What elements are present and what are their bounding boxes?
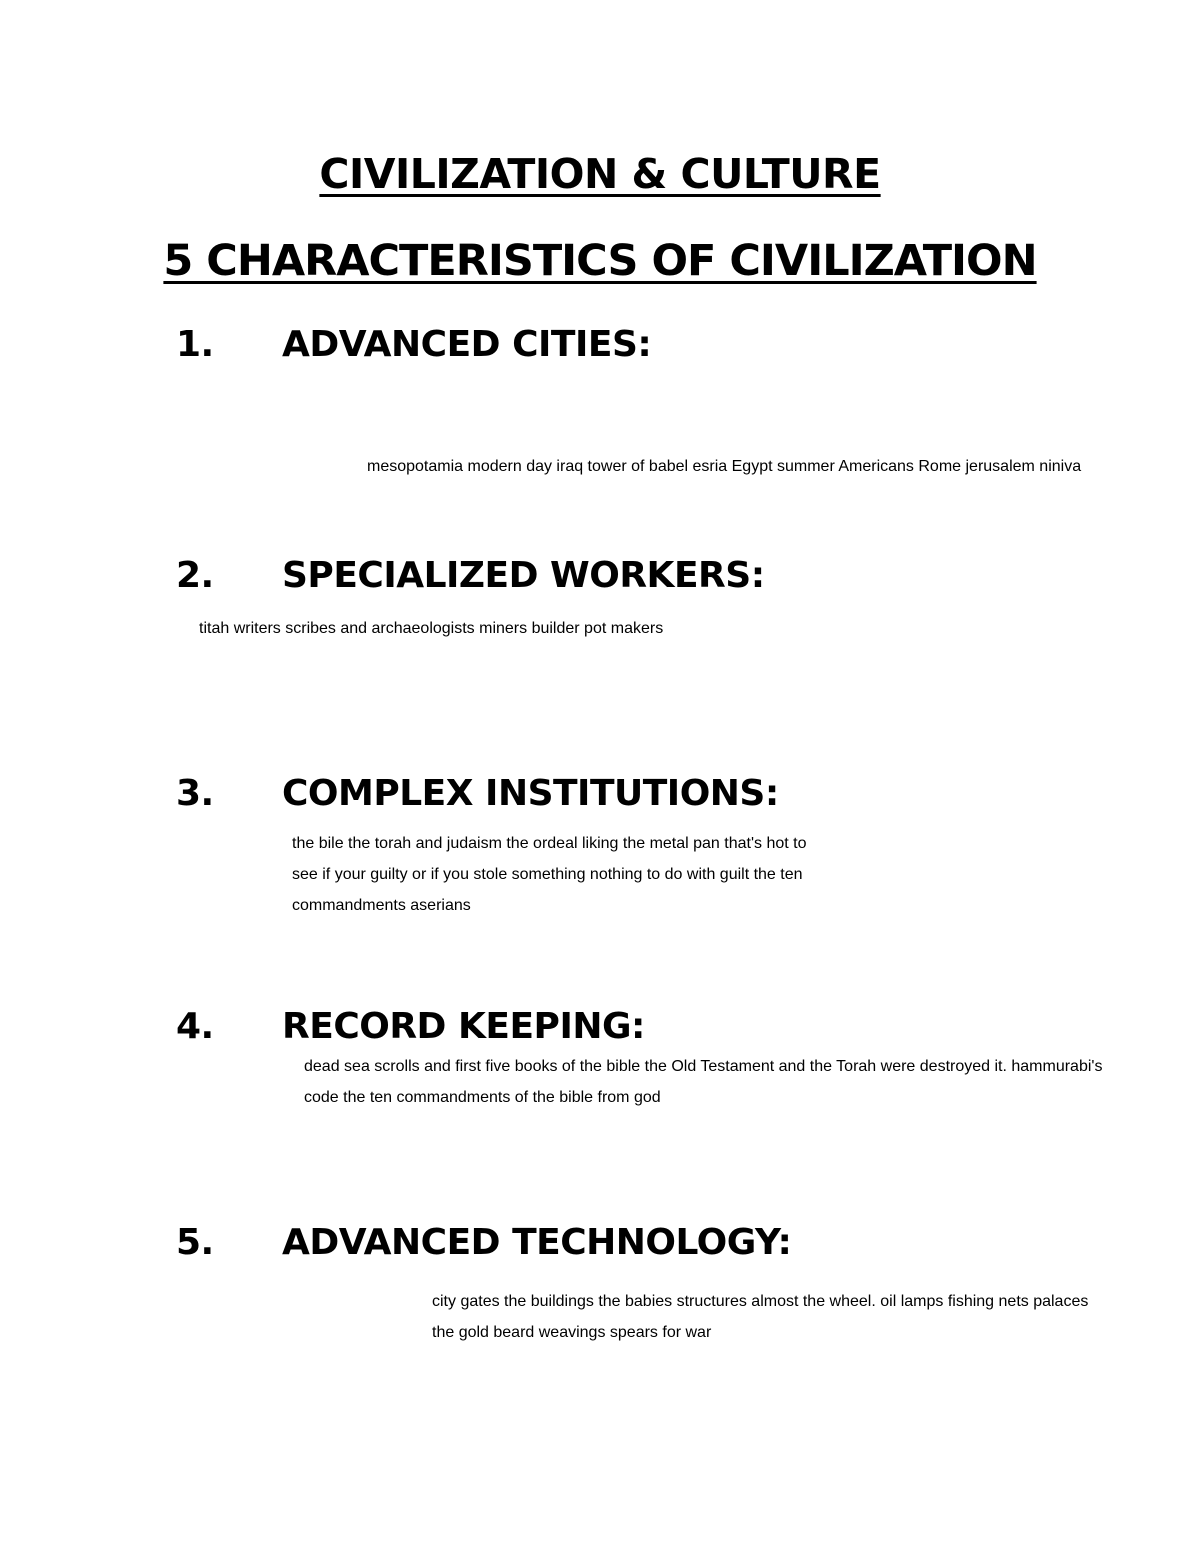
section-heading-advanced-technology bbox=[176, 1222, 791, 1263]
section-heading-specialized-workers bbox=[176, 555, 765, 596]
note-line: code the ten commandments of the bible from god bbox=[304, 1089, 661, 1106]
section-notes-advanced-technology bbox=[432, 1286, 1088, 1348]
section-heading-advanced-cities bbox=[176, 324, 651, 365]
section-number: 5. bbox=[176, 1222, 214, 1263]
section-title: RECORD KEEPING: bbox=[282, 1006, 645, 1047]
section-number: 3. bbox=[176, 773, 214, 814]
note-line: mesopotamia modern day iraq tower of babel esria Egypt summer Americans Rome jerusalem niniva bbox=[367, 458, 1082, 475]
page-title: CIVILIZATION & CULTURE bbox=[319, 150, 881, 198]
section-title: SPECIALIZED WORKERS: bbox=[282, 555, 765, 596]
section-notes-specialized-workers bbox=[199, 613, 663, 644]
section-title: ADVANCED CITIES: bbox=[282, 324, 652, 365]
section-number: 1. bbox=[176, 324, 214, 365]
page-subtitle: 5 CHARACTERISTICS OF CIVILIZATION bbox=[163, 236, 1037, 286]
section-heading-record-keeping bbox=[176, 1006, 645, 1047]
section-title: COMPLEX INSTITUTIONS: bbox=[282, 773, 779, 814]
section-heading-complex-institutions bbox=[176, 773, 779, 814]
note-line: see if your guilty or if you stole something nothing to do with guilt the ten bbox=[292, 866, 803, 883]
note-line: the bile the torah and judaism the ordeal liking the metal pan that's hot to bbox=[292, 835, 807, 852]
section-number: 4. bbox=[176, 1006, 214, 1047]
note-line: city gates the buildings the babies structures almost the wheel. oil lamps fishing nets palaces bbox=[432, 1293, 1089, 1310]
section-number: 2. bbox=[176, 555, 214, 596]
section-title: ADVANCED TECHNOLOGY: bbox=[282, 1222, 792, 1263]
section-notes-advanced-cities bbox=[367, 451, 1081, 482]
note-line: titah writers scribes and archaeologists miners builder pot makers bbox=[199, 620, 664, 637]
note-line: dead sea scrolls and first five books of the bible the Old Testament and the Torah were destroyed it. hammurabi's bbox=[304, 1058, 1103, 1075]
section-notes-complex-institutions bbox=[292, 828, 807, 921]
section-notes-record-keeping bbox=[304, 1051, 1102, 1113]
note-line: the gold beard weavings spears for war bbox=[432, 1324, 712, 1341]
note-line: commandments aserians bbox=[292, 897, 471, 914]
